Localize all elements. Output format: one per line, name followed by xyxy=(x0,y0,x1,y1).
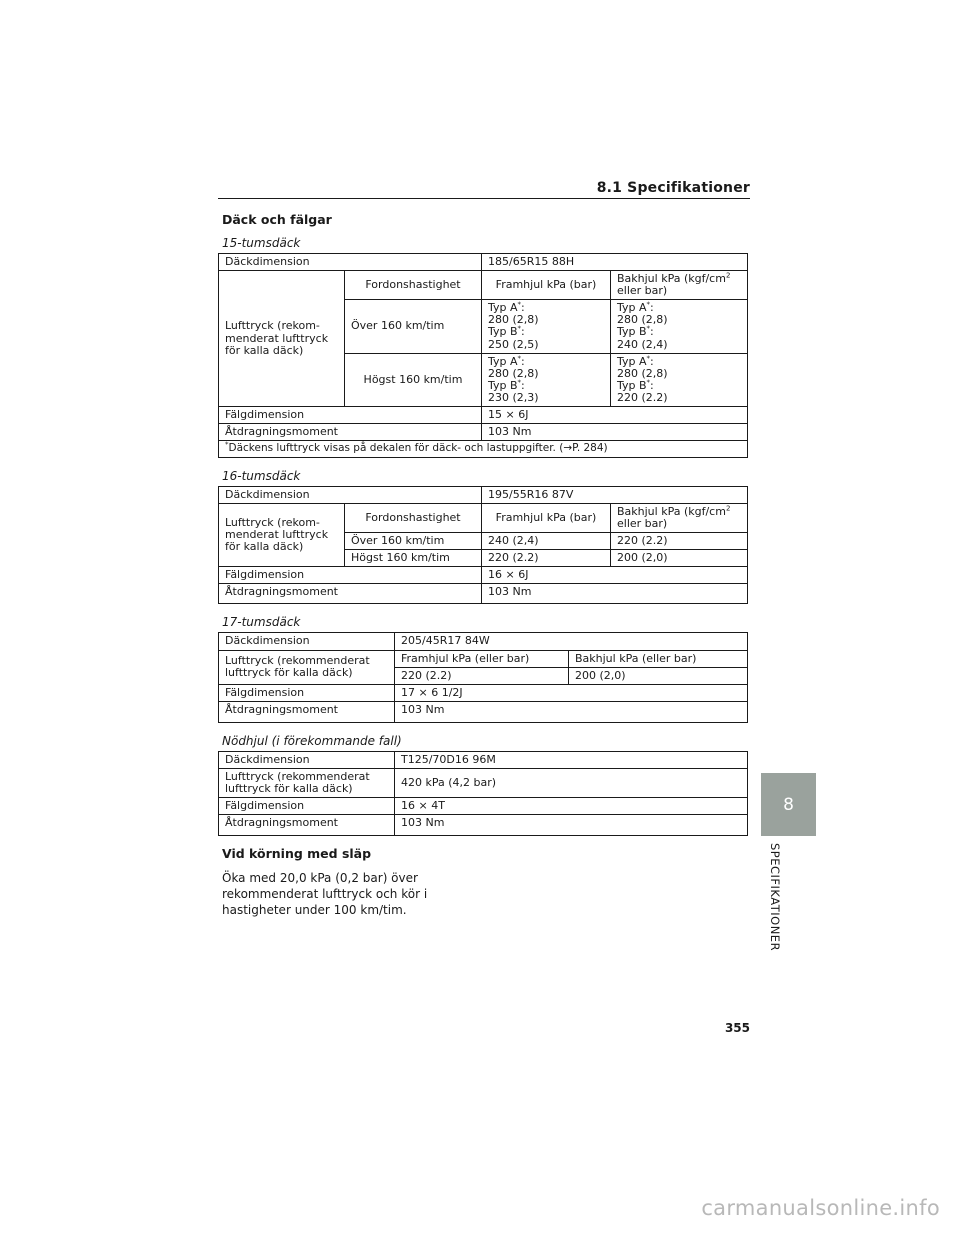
rear-header-text: Bakhjul kPa (kgf/cm xyxy=(617,272,726,286)
cell-rear-values xyxy=(611,300,748,353)
cell-front-header: Framhjul kPa (bar) xyxy=(482,271,611,300)
cell-front-values xyxy=(482,353,611,406)
tire-table-spare xyxy=(218,751,748,836)
table-15-title: 15-tumsdäck xyxy=(222,236,301,250)
type-label: Typ B xyxy=(488,378,518,392)
table-row xyxy=(219,701,748,722)
rear-header-text: Bakhjul kPa (kgf/cm xyxy=(617,504,726,518)
colon: : xyxy=(650,378,654,392)
colon: : xyxy=(521,325,525,339)
type-label: Typ A xyxy=(617,301,647,315)
cell-rim-value: 16 × 4T xyxy=(395,798,748,815)
table-row xyxy=(219,684,748,701)
colon: : xyxy=(650,354,654,368)
chapter-number: 8 xyxy=(783,794,794,815)
colon: : xyxy=(521,354,525,368)
cell-speed: Över 160 km/tim xyxy=(345,533,482,550)
cell-speed: Högst 160 km/tim xyxy=(345,550,482,567)
cell-dim-value: T125/70D16 96M xyxy=(395,751,748,768)
table-row xyxy=(219,486,748,503)
chapter-label: SPECIFIKATIONER xyxy=(768,843,782,952)
cell-front-values xyxy=(482,300,611,353)
colon: : xyxy=(521,301,525,315)
value: 240 (2,4) xyxy=(617,337,668,351)
header-rule xyxy=(218,198,750,199)
type-label: Typ A xyxy=(488,301,518,315)
cell-speed: Högst 160 km/tim xyxy=(345,353,482,406)
cell-dim-label: Däckdimension xyxy=(219,486,482,503)
cell-torque-label: Åtdragningsmoment xyxy=(219,815,395,836)
table-row xyxy=(219,424,748,441)
table-row xyxy=(219,584,748,604)
main-content xyxy=(222,208,750,918)
cell-rear-header xyxy=(611,271,748,300)
table-row xyxy=(219,633,748,650)
value: 230 (2,3) xyxy=(488,390,539,404)
cell-rear-value: 200 (2,0) xyxy=(611,550,748,567)
rear-header-tail: eller bar) xyxy=(617,516,668,530)
running-header: 8.1 Specifikationer xyxy=(596,180,750,196)
cell-dim-label: Däckdimension xyxy=(219,254,482,271)
table-row xyxy=(219,815,748,836)
cell-torque-label: Åtdragningsmoment xyxy=(219,701,395,722)
footnote-mark: * xyxy=(646,324,651,333)
cell-front-value: 220 (2.2) xyxy=(482,550,611,567)
cell-pressure-value: 420 kPa (4,2 bar) xyxy=(395,768,748,797)
cell-footnote xyxy=(219,441,748,458)
table-row xyxy=(219,441,748,458)
tire-table-16 xyxy=(218,486,748,605)
table-17-title: 17-tumsdäck xyxy=(222,615,301,630)
cell-torque-value: 103 Nm xyxy=(482,424,748,441)
cell-torque-label: Åtdragningsmoment xyxy=(219,424,482,441)
colon: : xyxy=(521,378,525,392)
cell-rim-label: Fälgdimension xyxy=(219,567,482,584)
cell-rim-value: 15 × 6J xyxy=(482,407,748,424)
table-row xyxy=(219,503,748,532)
cell-pressure-label: Lufttryck (rekom- menderat lufttryck för kalla däck) xyxy=(219,503,345,566)
cell-dim-value: 195/55R16 87V xyxy=(482,486,748,503)
tire-table-17 xyxy=(218,632,748,722)
cell-torque-label: Åtdragningsmoment xyxy=(219,584,482,604)
table-row xyxy=(219,650,748,667)
footnote-mark: * xyxy=(517,378,522,387)
cell-torque-value: 103 Nm xyxy=(395,815,748,836)
superscript: 2 xyxy=(725,271,731,280)
towing-body: Öka med 20,0 kPa (0,2 bar) över rekommenderat lufttryck och kör i hastigheter under 100 km/tim. xyxy=(222,871,428,917)
value: 280 (2,8) xyxy=(617,366,668,380)
type-label: Typ B xyxy=(617,378,647,392)
cell-speed-header: Fordonshastighet xyxy=(345,503,482,532)
cell-rear-value: 200 (2,0) xyxy=(569,667,748,684)
type-label: Typ B xyxy=(488,325,518,339)
rear-header-tail: eller bar) xyxy=(617,284,668,298)
cell-rim-label: Fälgdimension xyxy=(219,798,395,815)
table-row xyxy=(219,798,748,815)
footnote-mark: * xyxy=(225,440,229,449)
cell-front-value: 220 (2.2) xyxy=(395,667,569,684)
cell-dim-value: 185/65R15 88H xyxy=(482,254,748,271)
cell-pressure-label: Lufttryck (rekommenderat lufttryck för kalla däck) xyxy=(219,768,395,797)
type-label: Typ B xyxy=(617,325,647,339)
towing-title: Vid körning med släp xyxy=(222,846,372,862)
table-spare-title: Nödhjul (i förekommande fall) xyxy=(222,733,402,748)
cell-rear-value: 220 (2.2) xyxy=(611,533,748,550)
cell-rear-values xyxy=(611,353,748,406)
cell-pressure-label: Lufttryck (rekom- menderat lufttryck för kalla däck) xyxy=(219,271,345,407)
table-row xyxy=(219,271,748,300)
table-row xyxy=(219,751,748,768)
cell-front-value: 240 (2,4) xyxy=(482,533,611,550)
cell-speed: Över 160 km/tim xyxy=(345,300,482,353)
footnote-text: Däckens lufttryck visas på dekalen för däck- och lastuppgifter. (→P. 284) xyxy=(228,442,608,455)
table-16-title: 16-tumsdäck xyxy=(222,468,301,483)
cell-rear-header: Bakhjul kPa (eller bar) xyxy=(569,650,748,667)
cell-rim-label: Fälgdimension xyxy=(219,407,482,424)
colon: : xyxy=(650,301,654,315)
cell-dim-label: Däckdimension xyxy=(219,751,395,768)
type-label: Typ A xyxy=(617,354,647,368)
cell-dim-value: 205/45R17 84W xyxy=(395,633,748,650)
value: 220 (2.2) xyxy=(617,390,668,404)
value: 280 (2,8) xyxy=(488,313,539,327)
cell-rim-value: 16 × 6J xyxy=(482,567,748,584)
cell-speed-header: Fordonshastighet xyxy=(345,271,482,300)
table-row xyxy=(219,768,748,797)
footnote-mark: * xyxy=(646,378,651,387)
type-label: Typ A xyxy=(488,354,518,368)
superscript: 2 xyxy=(725,504,731,513)
cell-dim-label: Däckdimension xyxy=(219,633,395,650)
value: 280 (2,8) xyxy=(617,313,668,327)
table-row xyxy=(219,567,748,584)
watermark: carmanualsonline.info xyxy=(701,1196,940,1220)
footnote-mark: * xyxy=(517,300,522,309)
footnote-mark: * xyxy=(646,354,651,362)
cell-rim-label: Fälgdimension xyxy=(219,684,395,701)
chapter-tab xyxy=(761,773,816,836)
cell-front-header: Framhjul kPa (bar) xyxy=(482,503,611,532)
footnote-mark: * xyxy=(517,324,522,333)
tire-table-15 xyxy=(218,253,748,458)
cell-rear-header xyxy=(611,503,748,532)
section-title: Däck och fälgar xyxy=(222,212,332,227)
table-row xyxy=(219,407,748,424)
colon: : xyxy=(650,325,654,339)
footnote-mark: * xyxy=(646,300,651,309)
table-row xyxy=(219,254,748,271)
cell-torque-value: 103 Nm xyxy=(482,584,748,604)
value: 280 (2,8) xyxy=(488,366,539,380)
value: 250 (2,5) xyxy=(488,337,539,351)
page-number: 355 xyxy=(724,1021,750,1035)
cell-pressure-label: Lufttryck (rekommenderat lufttryck för kalla däck) xyxy=(219,650,395,684)
cell-front-header: Framhjul kPa (eller bar) xyxy=(395,650,569,667)
footnote-mark: * xyxy=(517,354,522,362)
cell-torque-value: 103 Nm xyxy=(395,701,748,722)
cell-rim-value: 17 × 6 1/2J xyxy=(395,684,748,701)
